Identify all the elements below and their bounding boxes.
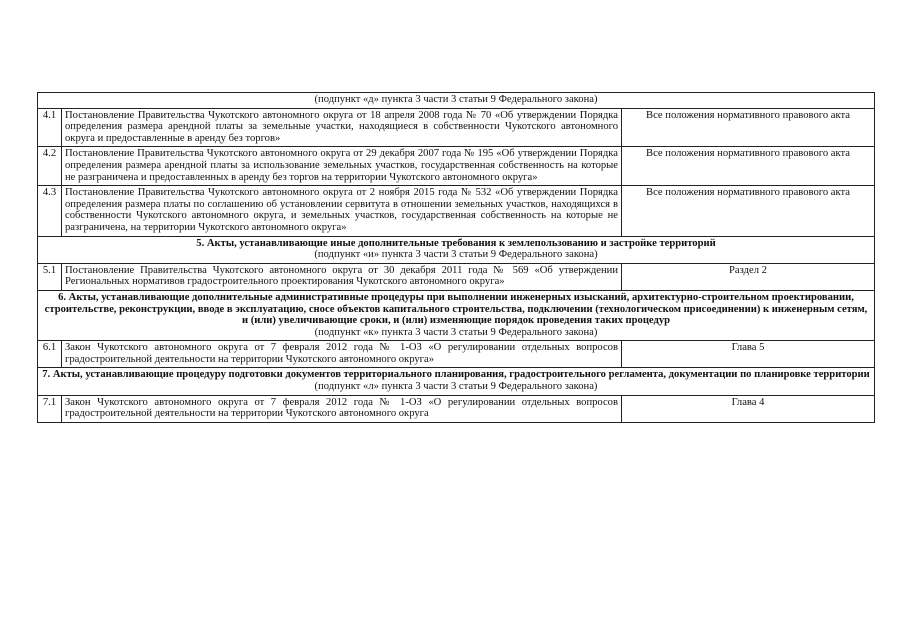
table-row: [38, 341, 875, 368]
section-heading-cell: [38, 290, 875, 340]
table-row: [38, 263, 875, 290]
act-title: Закон Чукотского автономного округа от 7 февраля 2012 года № 1-ОЗ «О регулировании отдельных вопросов градостроительной деятельности на территории Чукотского автономного округа»: [62, 341, 622, 368]
section-heading-row: [38, 236, 875, 263]
section-heading: 6. Акты, устанавливающие дополнительные административные процедуры при выполнении инженерных изысканий, архитектурно-строительном проектировании, строительстве, реконструкции, вводе в эксплуатацию, сносе объектов капитального строительства, подключении (технологическом присоединении) к инженерным сетям, и (или) увеличивающие сроки, и (или) изменяющие порядок проведения таких процедур: [44, 291, 868, 327]
row-number: 5.1: [38, 263, 62, 290]
act-scope: Все положения нормативного правового акта: [622, 186, 875, 236]
table-row: [38, 186, 875, 236]
section-heading-cell: [38, 368, 875, 395]
act-title: Постановление Правительства Чукотского автономного округа от 29 декабря 2007 года № 195 «Об утверждении Порядка определения размера арендной платы за использование земельных участков, государственная собственность на которые не разграничена и предоставленных в аренду без торгов на территории Чукотского автономного округа»: [62, 147, 622, 186]
act-scope: Раздел 2: [622, 263, 875, 290]
act-title: Постановление Правительства Чукотского автономного округа от 30 декабря 2011 года № 569 «Об утверждении Региональных нормативов градостроительного проектирования Чукотского автономного округа»: [62, 263, 622, 290]
act-scope: Глава 5: [622, 341, 875, 368]
act-scope: Глава 4: [622, 395, 875, 422]
act-title: Постановление Правительства Чукотского автономного округа от 18 апреля 2008 года № 70 «Об утверждении Порядка определения размера арендной платы за земельные участки, находящиеся в собственности Чукотского автономного округа и предоставленные в аренду без торгов»: [62, 108, 622, 147]
section-heading-row: [38, 368, 875, 395]
row-number: 4.3: [38, 186, 62, 236]
legal-acts-table: [37, 92, 875, 423]
act-title: Постановление Правительства Чукотского автономного округа от 2 ноября 2015 года № 532 «Об утверждении Порядка определения размера платы по соглашению об установлении сервитута в отношении земельных участков, находящихся в собственности Чукотского автономного округа, и земельных участков, государственная собственность на которые не разграничена, на территории Чукотского автономного округа»: [62, 186, 622, 236]
section-note-row: [38, 93, 875, 109]
section-heading: 5. Акты, устанавливающие иные дополнительные требования к землепользованию и застройке территорий: [196, 237, 716, 249]
row-number: 7.1: [38, 395, 62, 422]
section-note: (подпункт «д» пункта 3 части 3 статьи 9 Федерального закона): [38, 93, 875, 109]
act-title: Закон Чукотского автономного округа от 7 февраля 2012 года № 1-ОЗ «О регулировании отдельных вопросов градостроительной деятельности на территории Чукотского автономного округа: [62, 395, 622, 422]
section-note: (подпункт «к» пункта 3 части 3 статьи 9 Федерального закона): [314, 326, 598, 338]
section-note: (подпункт «и» пункта 3 части 3 статьи 9 Федерального закона): [314, 249, 598, 261]
section-heading-row: [38, 290, 875, 340]
act-scope: Все положения нормативного правового акта: [622, 108, 875, 147]
row-number: 4.1: [38, 108, 62, 147]
table-row: [38, 395, 875, 422]
section-note: (подпункт «л» пункта 3 части 3 статьи 9 Федерального закона): [314, 381, 598, 393]
row-number: 4.2: [38, 147, 62, 186]
act-scope: Все положения нормативного правового акта: [622, 147, 875, 186]
section-heading: 7. Акты, устанавливающие процедуру подготовки документов территориального планирования, градостроительного регламента, документации по планировке территории: [42, 369, 870, 381]
table-row: [38, 147, 875, 186]
table-row: [38, 108, 875, 147]
section-heading-cell: [38, 236, 875, 263]
row-number: 6.1: [38, 341, 62, 368]
